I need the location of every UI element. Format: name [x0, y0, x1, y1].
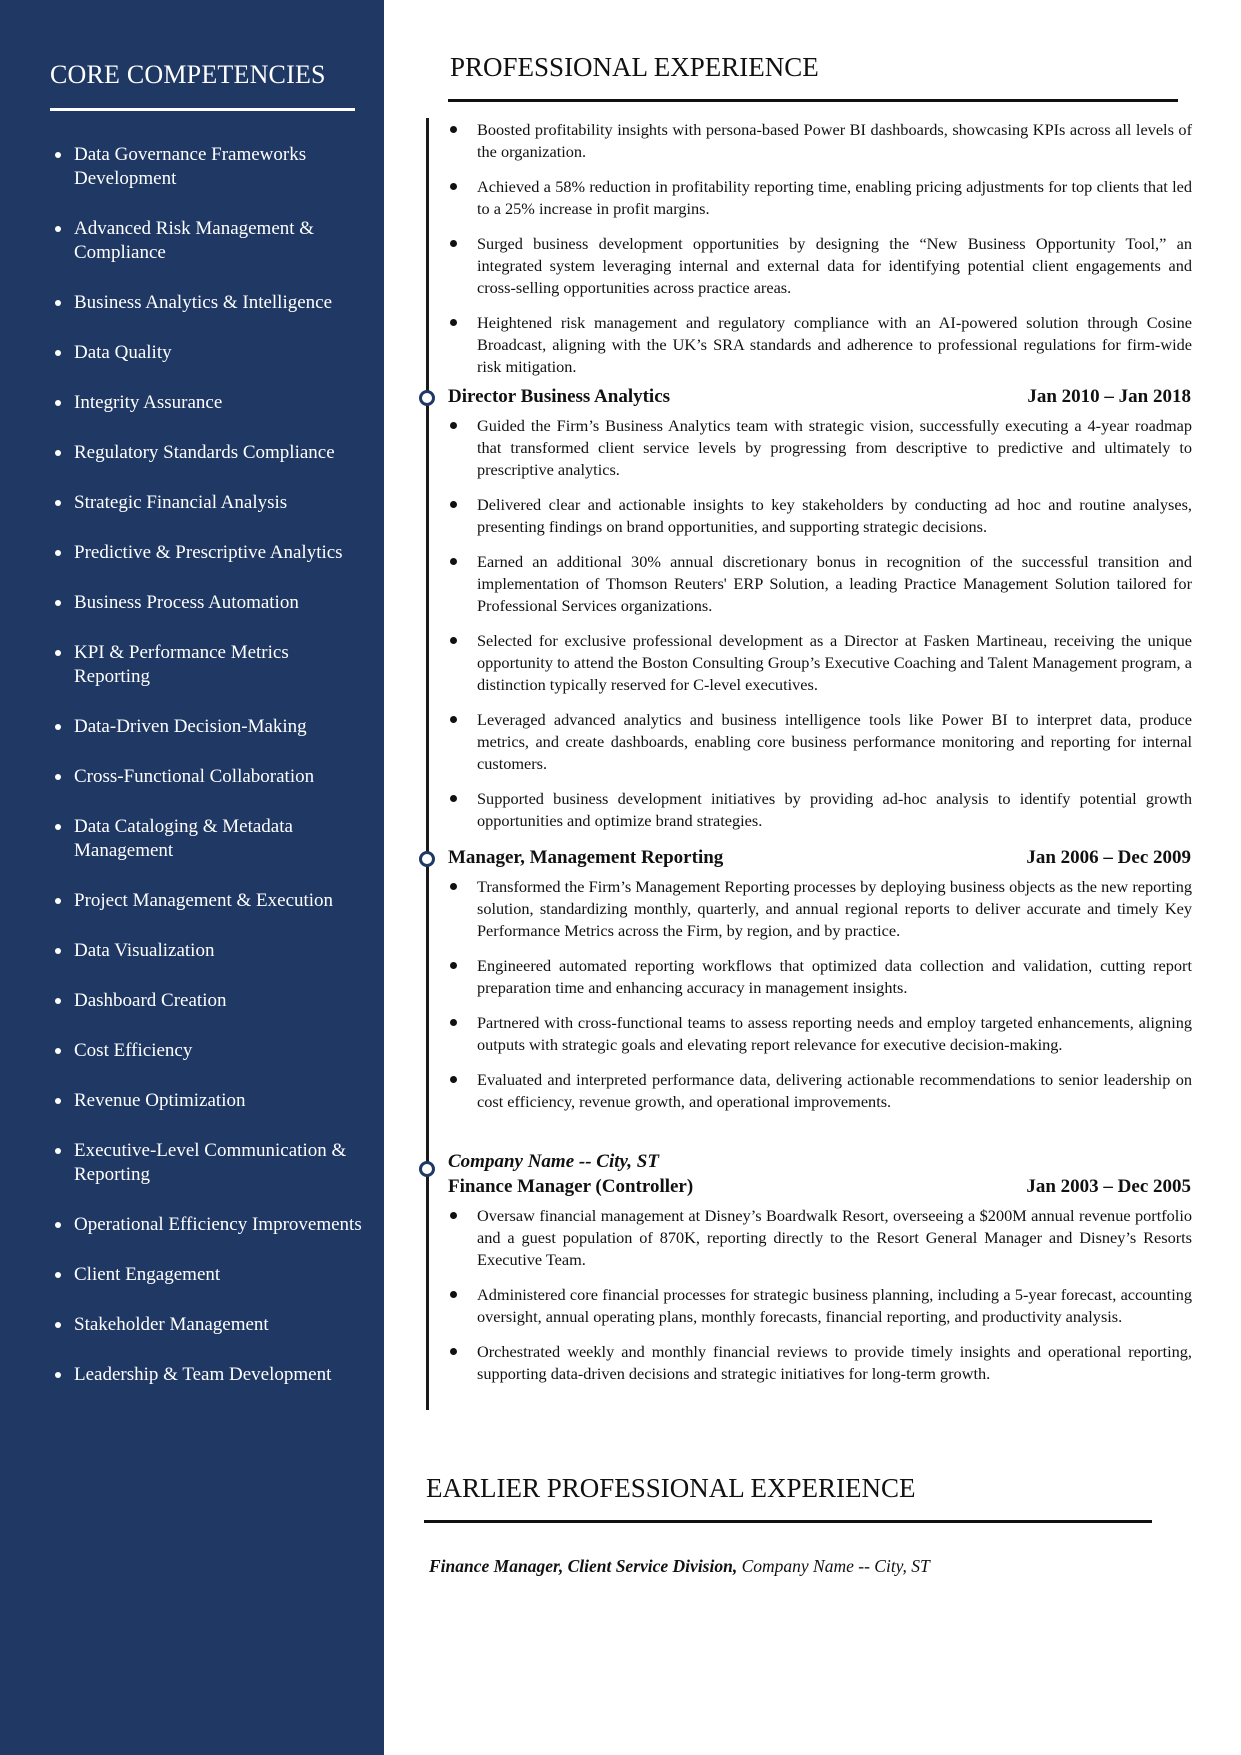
company-line: Company Name -- City, ST [448, 1151, 659, 1172]
competency-item: Data Governance Frameworks Development [55, 143, 367, 191]
achievement-bullet: Orchestrated weekly and monthly financial reviews to provide timely insights and operational reporting, supporting data-driven decisions and strategic initiatives for long-term growth. [448, 1341, 1192, 1385]
timeline-node [419, 851, 435, 867]
earlier-role-title: Finance Manager, Client Service Division, [429, 1556, 738, 1576]
competency-item: Integrity Assurance [55, 391, 367, 415]
role-dates: Jan 2003 – Dec 2005 [1026, 1176, 1191, 1197]
professional-experience-heading: PROFESSIONAL EXPERIENCE [450, 52, 819, 82]
achievement-bullet: Oversaw financial management at Disney’s Boardwalk Resort, overseeing a $200M annual revenue portfolio and a guest population of 870K, reporting directly to the Resort General Manager and Disney’s Resorts Executive Team. [448, 1205, 1192, 1271]
competency-item: Client Engagement [55, 1263, 367, 1287]
role-header [448, 845, 1192, 870]
competency-item: Data Cataloging & Metadata Management [55, 815, 367, 863]
competency-item: Regulatory Standards Compliance [55, 441, 367, 465]
competency-item: Stakeholder Management [55, 1313, 367, 1337]
earlier-experience-heading: EARLIER PROFESSIONAL EXPERIENCE [426, 1473, 916, 1503]
competency-item: Cost Efficiency [55, 1039, 367, 1063]
competency-item: Cross-Functional Collaboration [55, 765, 367, 789]
section-divider [424, 1520, 1152, 1523]
competency-item: Project Management & Execution [55, 889, 367, 913]
achievement-bullet: Guided the Firm’s Business Analytics team with strategic vision, successfully executing a 4-year roadmap that transformed client service levels by progressing from descriptive to predictive and ultimately to prescriptive analytics. [448, 415, 1192, 481]
timeline-line [426, 118, 429, 1410]
competency-item: Business Process Automation [55, 591, 367, 615]
achievement-bullet: Delivered clear and actionable insights to key stakeholders by conducting ad hoc and routine analyses, presenting findings on brand opportunities, and supporting strategic decisions. [448, 494, 1192, 538]
achievement-bullet: Achieved a 58% reduction in profitability reporting time, enabling pricing adjustments for top clients that led to a 25% increase in profit margins. [448, 176, 1192, 220]
achievement-bullet: Supported business development initiatives by providing ad-hoc analysis to identify potential growth opportunities and optimize brand strategies. [448, 788, 1192, 832]
competency-list [55, 143, 367, 1413]
competency-item: Data Quality [55, 341, 367, 365]
achievement-bullet: Evaluated and interpreted performance data, delivering actionable recommendations to senior leadership on cost efficiency, revenue growth, and operational improvements. [448, 1069, 1192, 1113]
role-manager-management-reporting [448, 845, 1192, 1126]
achievement-bullet: Boosted profitability insights with persona-based Power BI dashboards, showcasing KPIs across all levels of the organization. [448, 119, 1192, 163]
achievement-bullet: Surged business development opportunities by designing the “New Business Opportunity Tool,” an integrated system leveraging internal and external data for identifying potential client engagements and cross-selling opportunities across practice areas. [448, 233, 1192, 299]
competency-item: Data-Driven Decision-Making [55, 715, 367, 739]
achievement-bullet: Partnered with cross-functional teams to assess reporting needs and employ targeted enhancements, aligning outputs with strategic goals and elevating report relevance for executive decision-making. [448, 1012, 1192, 1056]
section-divider [448, 99, 1178, 102]
role-dates: Jan 2010 – Jan 2018 [1027, 386, 1191, 407]
competency-item: Revenue Optimization [55, 1089, 367, 1113]
competency-item: KPI & Performance Metrics Reporting [55, 641, 367, 689]
earlier-company: Company Name -- City, ST [741, 1556, 930, 1576]
competency-item: Operational Efficiency Improvements [55, 1213, 367, 1237]
role-finance-manager [448, 1150, 1192, 1398]
competency-item: Advanced Risk Management & Compliance [55, 217, 367, 265]
role-title: Finance Manager (Controller) [448, 1176, 694, 1197]
role-title: Manager, Management Reporting [448, 847, 724, 868]
competency-item: Predictive & Prescriptive Analytics [55, 541, 367, 565]
timeline-node [419, 390, 435, 406]
achievement-bullet: Transformed the Firm’s Management Reporting processes by deploying business objects as the new reporting solution, standardizing monthly, quarterly, and annual regional reports to deliver accurate and timely Key Performance Metrics across the Firm, by region, and by practice. [448, 876, 1192, 942]
role-header [448, 384, 1192, 409]
achievement-bullet: Administered core financial processes for strategic business planning, including a 5-year forecast, accounting oversight, annual operating plans, monthly forecasts, financial reporting, and productivity analysis. [448, 1284, 1192, 1328]
competency-item: Executive-Level Communication & Reporting [55, 1139, 367, 1187]
competency-item: Dashboard Creation [55, 989, 367, 1013]
competency-item: Leadership & Team Development [55, 1363, 367, 1387]
achievement-bullet: Heightened risk management and regulatory compliance with an AI-powered solution through Cosine Broadcast, aligning with the UK’s SRA standards and adherence to professional regulations for firm-wide risk mitigation. [448, 312, 1192, 378]
achievement-bullet: Earned an additional 30% annual discretionary bonus in recognition of the successful transition and implementation of Thomson Reuters' ERP Solution, a leading Practice Management Solution tailored for Professional Services organizations. [448, 551, 1192, 617]
earlier-role-line [429, 1556, 930, 1577]
current-role-bullets [448, 119, 1192, 391]
sidebar-divider [50, 108, 355, 111]
role-director-business-analytics [448, 384, 1192, 845]
achievement-bullet: Engineered automated reporting workflows that optimized data collection and validation, cutting report preparation time and enhancing accuracy in management insights. [448, 955, 1192, 999]
competency-item: Data Visualization [55, 939, 367, 963]
sidebar [0, 0, 384, 1755]
role-header [448, 1174, 1192, 1199]
core-competencies-heading: CORE COMPETENCIES [50, 60, 326, 89]
achievement-bullet: Selected for exclusive professional development as a Director at Fasken Martineau, receiving the unique opportunity to attend the Boston Consulting Group’s Executive Coaching and Talent Management program, a distinction typically reserved for C-level executives. [448, 630, 1192, 696]
competency-item: Strategic Financial Analysis [55, 491, 367, 515]
role-dates: Jan 2006 – Dec 2009 [1026, 847, 1191, 868]
competency-item: Business Analytics & Intelligence [55, 291, 367, 315]
achievement-bullet: Leveraged advanced analytics and business intelligence tools like Power BI to interpret data, produce metrics, and create dashboards, enabling core business performance monitoring and reporting for internal customers. [448, 709, 1192, 775]
role-title: Director Business Analytics [448, 386, 671, 407]
timeline-node [419, 1161, 435, 1177]
